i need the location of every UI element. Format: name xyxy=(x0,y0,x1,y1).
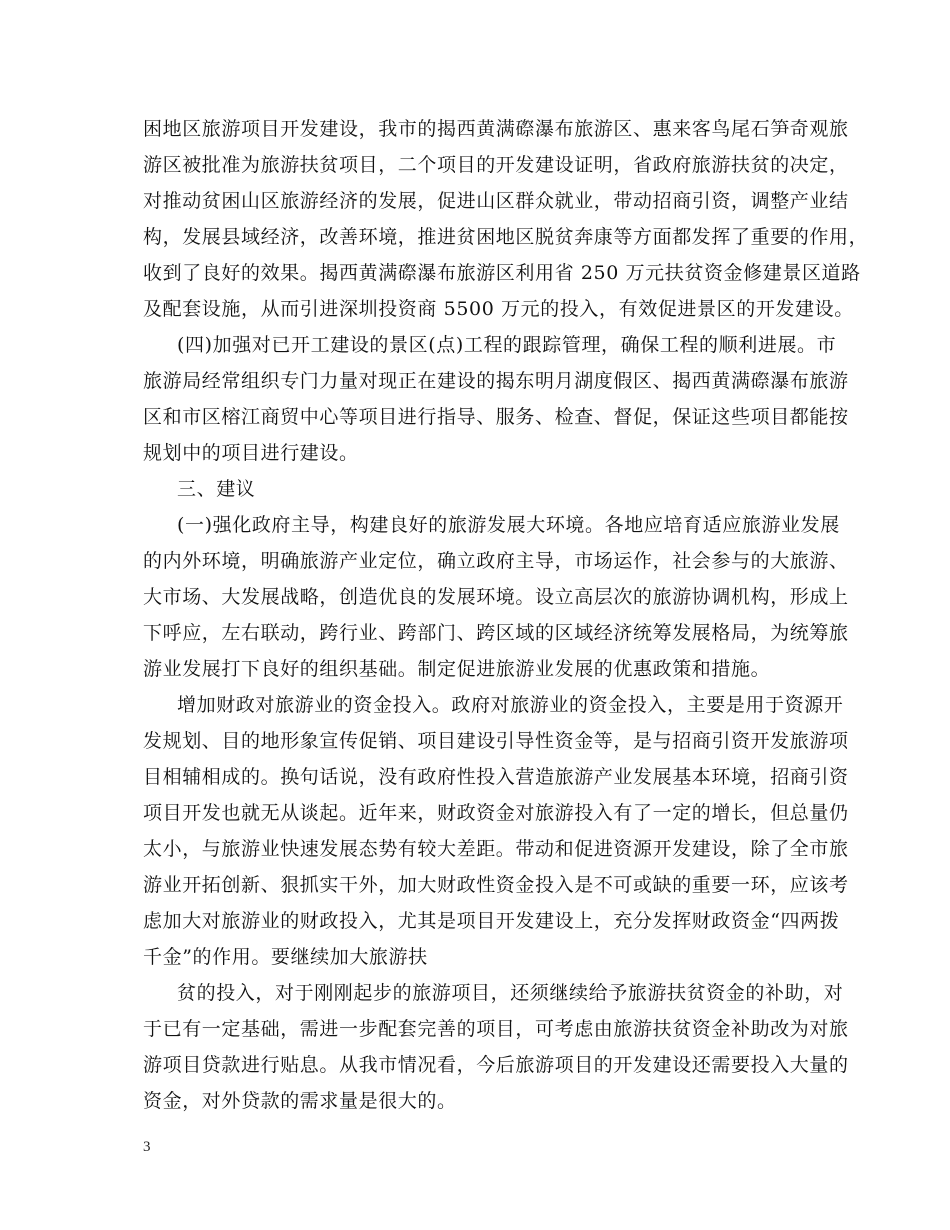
text-line: 对推动贫困山区旅游经济的发展，促进山区群众就业，带动招商引资，调整产业结 xyxy=(143,190,849,212)
text-line: 区和市区榕江商贸中心等项目进行指导、服务、检查、督促，保证这些项目都能按 xyxy=(143,406,849,428)
text-line: 目相辅相成的。换句话说，没有政府性投入营造旅游产业发展基本环境，招商引资 xyxy=(143,766,849,788)
text-line: 大市场、大发展战略，创造优良的发展环境。设立高层次的旅游协调机构，形成上 xyxy=(143,586,849,608)
text-line: 游区被批准为旅游扶贫项目，二个项目的开发建设证明，省政府旅游扶贫的决定， xyxy=(143,154,849,176)
text-line: 旅游局经常组织专门力量对现正在建设的揭东明月湖度假区、揭西黄满磜瀑布旅游 xyxy=(143,370,849,392)
text-line: 困地区旅游项目开发建设，我市的揭西黄满磜瀑布旅游区、惠来客鸟尾石笋奇观旅 xyxy=(143,118,849,140)
text-line: 游项目贷款进行贴息。从我市情况看，今后旅游项目的开发建设还需要投入大量的 xyxy=(143,1054,849,1076)
text-line: 资金，对外贷款的需求量是很大的。 xyxy=(143,1090,457,1112)
text-line: 游业开拓创新、狠抓实干外，加大财政性资金投入是不可或缺的重要一环，应该考 xyxy=(143,874,849,896)
text-line: 虑加大对旅游业的财政投入，尤其是项目开发建设上，充分发挥财政资金“四两拨 xyxy=(143,910,840,932)
paragraph-start: (四)加强对已开工建设的景区(点)工程的跟踪管理，确保工程的顺利进展。市 xyxy=(177,334,837,356)
text-line: 收到了良好的效果。揭西黄满磜瀑布旅游区利用省 250 万元扶贫资金修建景区道路 xyxy=(143,262,861,284)
text-line: 下呼应，左右联动，跨行业、跨部门、跨区域的区域经济统筹发展格局，为统筹旅 xyxy=(143,622,849,644)
text-line: 及配套设施，从而引进深圳投资商 5500 万元的投入，有效促进景区的开发建设。 xyxy=(143,298,854,320)
text-line: 太小，与旅游业快速发展态势有较大差距。带动和促进资源开发建设，除了全市旅 xyxy=(143,838,849,860)
paragraph-start: 增加财政对旅游业的资金投入。政府对旅游业的资金投入，主要是用于资源开 xyxy=(177,694,844,716)
page-number: 3 xyxy=(143,1139,151,1155)
paragraph-start: (一)强化政府主导，构建良好的旅游发展大环境。各地应培育适应旅游业发展 xyxy=(177,514,840,536)
text-line: 构，发展县域经济，改善环境，推进贫困地区脱贫奔康等方面都发挥了重要的作用， xyxy=(143,226,869,248)
text-line: 游业发展打下良好的组织基础。制定促进旅游业发展的优惠政策和措施。 xyxy=(143,658,771,680)
text-line: 于已有一定基础，需进一步配套完善的项目，可考虑由旅游扶贫资金补助改为对旅 xyxy=(143,1018,849,1040)
text-line: 的内外环境，明确旅游产业定位，确立政府主导，市场运作，社会参与的大旅游、 xyxy=(143,550,849,572)
section-heading: 三、建议 xyxy=(177,478,256,500)
text-line: 千金”的作用。要继续加大旅游扶 xyxy=(143,946,428,968)
paragraph-start: 贫的投入，对于刚刚起步的旅游项目，还须继续给予旅游扶贫资金的补助，对 xyxy=(177,982,844,1004)
text-line: 项目开发也就无从谈起。近年来，财政资金对旅游投入有了一定的增长，但总量仍 xyxy=(143,802,849,824)
text-line: 发规划、目的地形象宣传促销、项目建设引导性资金等，是与招商引资开发旅游项 xyxy=(143,730,849,752)
text-line: 规划中的项目进行建设。 xyxy=(143,442,359,464)
